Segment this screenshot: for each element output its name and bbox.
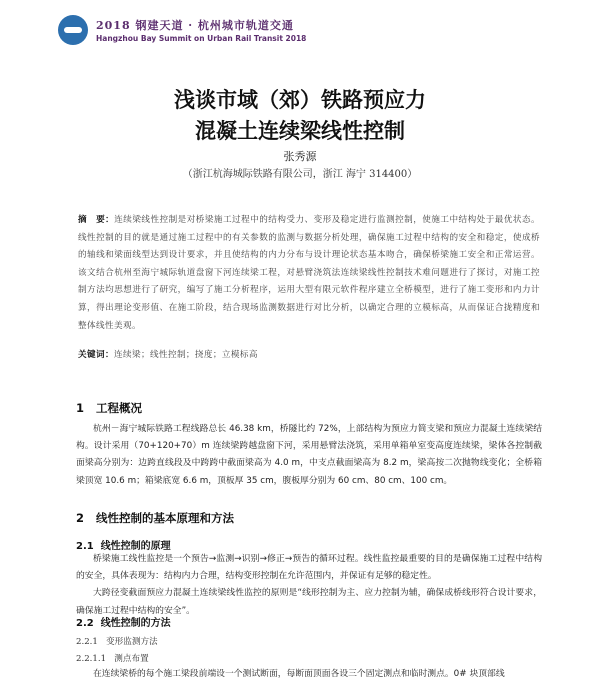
keywords-label: 关键词： (78, 350, 114, 360)
section-2-1-body (76, 551, 542, 620)
conference-name-en: Hangzhou Bay Summit on Urban Rail Transit 2018 (96, 34, 307, 43)
section-2-2-1-1-paragraph: 在连续梁桥的每个施工梁段前端设一个测试断面，每断面顶面各设三个固定测点和临时测点。0# 块顶部线 (93, 669, 505, 679)
section-2-1-paragraph-a: 桥梁施工线性监控是一个预告→监测→识别→修正→预告的循环过程。线性监控最重要的目的是确保施工过程中结构的安全，具体表现为：结构内力合理，结构变形控制在允许范围内，并保证有足够的稳定性。 (76, 554, 542, 582)
section-2-1-paragraph-b: 大跨径变截面预应力混凝土连续梁线性监控的原则是“线形控制为主、应力控制为辅，确保成桥线形符合设计要求，确保施工过程中结构的安全”。 (76, 588, 542, 616)
abstract (78, 212, 540, 335)
subsection-number: 2.2 (76, 618, 94, 629)
section-title: 工程概况 (96, 401, 142, 415)
paper-title-line2: 混凝土连续梁线性控制 (195, 119, 405, 143)
conference-logo-icon (58, 15, 88, 45)
section-number: 1 (76, 401, 85, 415)
conference-header (58, 14, 306, 46)
subsection-number: 2.1 (76, 541, 94, 552)
section-1-paragraph: 杭州－海宁城际铁路工程线路总长 46.38 km，桥隧比约 72%，上部结构为预应力简支梁和预应力混凝土连续梁结构。设计采用（70+120+70）m 连续梁跨越盘窗下河，采用悬臂法浇筑，采用单箱单室变高度连续梁，梁体各控制截面梁高分别为：边跨直线段及中跨跨中截面梁高为 4.0 m，中支点截面梁高为 8.2 m，梁高按二次抛物线变化；全桥箱梁顶宽 10.6 m；箱梁底宽 6.6 m，顶板厚 35 cm，腹板厚分别为 60 cm、80 cm、100 cm。 (76, 424, 542, 486)
conference-name-cn: 2018 钢建天道 · 杭州城市轨道交通 (96, 19, 294, 32)
subsubsection-title: 测点布置 (114, 654, 149, 664)
keywords (78, 348, 258, 360)
abstract-text: 连续梁线性控制是对桥梁施工过程中的结构受力、变形及稳定进行监测控制，使施工中结构处于最优状态。线性控制的目的就是通过施工过程中的有关参数的监测与数据分析处理，确保施工过程中结构的安全和稳定，使成桥的轴线和梁面线型达到设计要求，并且使结构的内力分布与设计理论状态基本吻合，确保桥梁施工安全和正常运营。该文结合杭州至海宁城际轨道盘窗下河连续梁工程，对悬臂浇筑法连续梁线性控制技术难问题进行了探讨，对施工控制方法均思想进行了研究，编写了施工分析程序，运用大型有限元软件程序建立全桥模型，进行了施工变形和内力计算，得出理论变形值、在施工阶段，结合现场监测数据进行对比分析，以确定合理的立模标高，从而保证合拢精度和整体线性美观。 (78, 215, 540, 331)
section-1-heading (76, 400, 142, 416)
subsubsection-title: 变形监测方法 (106, 637, 158, 647)
section-2-2-heading (76, 614, 171, 629)
abstract-label: 摘 要： (78, 215, 115, 225)
author: 张秀源 (283, 150, 317, 163)
section-title: 线性控制的基本原理和方法 (96, 511, 234, 525)
section-number: 2 (76, 511, 85, 525)
keywords-text: 连续梁；线性控制；挠度；立模标高 (113, 350, 258, 360)
section-2-heading (76, 510, 234, 526)
section-2-1-heading (76, 537, 171, 552)
paper-title-line1: 浅谈市域（郊）铁路预应力 (174, 88, 426, 112)
subsection-title: 线性控制的原理 (100, 541, 171, 552)
section-2-2-1-heading (76, 635, 158, 647)
affiliation: （浙江杭海城际铁路有限公司，浙江 海宁 314400） (182, 169, 418, 180)
subsection-title: 线性控制的方法 (100, 618, 171, 629)
section-2-2-1-1-heading (76, 652, 149, 664)
subsubsection-number: 2.2.1.1 (76, 654, 107, 664)
subsubsection-number: 2.2.1 (76, 637, 98, 647)
